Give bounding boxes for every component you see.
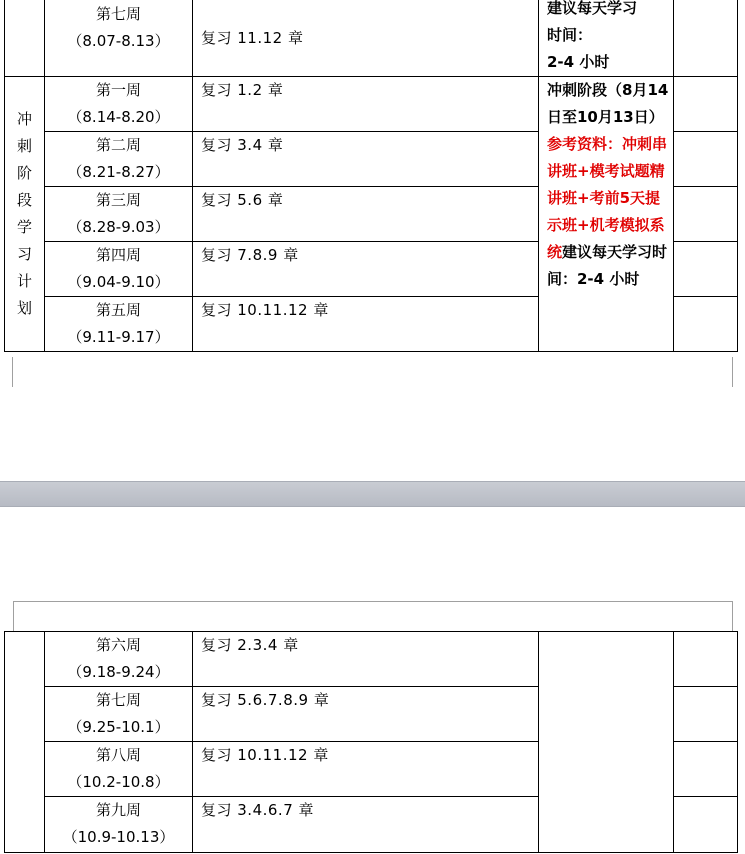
empty-cell[interactable] xyxy=(674,632,738,687)
note-line: 建议每天学习 xyxy=(547,0,638,17)
empty-cell[interactable] xyxy=(674,297,738,352)
chapter-text: 复习 5.6 章 xyxy=(201,191,284,209)
week-label: 第一周 xyxy=(95,81,141,99)
stage-char: 阶 xyxy=(16,164,32,182)
chapter-cell[interactable] xyxy=(193,0,539,77)
note-line: 时间： xyxy=(547,26,593,44)
margin-corner-mark xyxy=(12,357,13,387)
study-plan-table-top xyxy=(4,0,738,352)
week-cell[interactable] xyxy=(45,687,193,742)
chapter-text: 复习 10.11.12 章 xyxy=(201,746,329,764)
empty-cell[interactable] xyxy=(674,132,738,187)
week-range: （10.2-10.8） xyxy=(67,773,170,791)
stage-char: 刺 xyxy=(16,137,32,155)
week-cell[interactable] xyxy=(45,187,193,242)
stage-note-study-time: 建议每天学习时间：2-4 小时 xyxy=(547,243,668,288)
note-line: 2-4 小时 xyxy=(547,53,610,71)
chapter-cell[interactable] xyxy=(193,242,539,297)
week-range: （9.25-10.1） xyxy=(67,718,170,736)
week-cell[interactable] xyxy=(45,797,193,853)
stage-note-materials: 参考资料：冲刺串讲班+模考试题精讲班+考前5天提示班+机考模拟系统 xyxy=(547,135,668,261)
stage-char: 段 xyxy=(16,191,32,209)
stage-note-cell[interactable] xyxy=(539,77,674,352)
empty-cell[interactable] xyxy=(674,242,738,297)
table-row xyxy=(5,0,738,77)
empty-cell[interactable] xyxy=(674,797,738,853)
study-plan-table-bottom xyxy=(4,631,738,853)
stage-char: 学 xyxy=(16,218,32,236)
week-range: （9.11-9.17） xyxy=(67,328,170,346)
week-range: （8.07-8.13） xyxy=(67,32,170,50)
week-label: 第七周 xyxy=(95,5,141,23)
chapter-cell[interactable] xyxy=(193,742,539,797)
stage-label-cell[interactable] xyxy=(5,77,45,352)
empty-cell[interactable] xyxy=(674,77,738,132)
week-label: 第四周 xyxy=(95,246,141,264)
week-range: （9.18-9.24） xyxy=(67,663,170,681)
note-cell[interactable] xyxy=(539,0,674,77)
week-cell[interactable] xyxy=(45,77,193,132)
stage-char: 习 xyxy=(16,245,32,263)
margin-corner-mark xyxy=(732,357,745,387)
week-label: 第八周 xyxy=(95,746,141,764)
week-range: （8.21-8.27） xyxy=(67,163,170,181)
week-cell[interactable] xyxy=(45,632,193,687)
stage-char: 冲 xyxy=(16,110,32,128)
page-separator xyxy=(0,481,745,507)
chapter-cell[interactable] xyxy=(193,77,539,132)
stage-cell[interactable] xyxy=(5,632,45,853)
chapter-cell[interactable] xyxy=(193,297,539,352)
week-range: （9.04-9.10） xyxy=(67,273,170,291)
chapter-text: 复习 3.4 章 xyxy=(201,136,284,154)
stage-char: 划 xyxy=(16,299,32,317)
header-frame xyxy=(13,601,733,631)
empty-cell[interactable] xyxy=(674,687,738,742)
note-cell[interactable] xyxy=(539,632,674,853)
chapter-text: 复习 10.11.12 章 xyxy=(201,301,329,319)
week-range: （8.28-9.03） xyxy=(67,218,170,236)
stage-char: 计 xyxy=(16,272,32,290)
week-label: 第七周 xyxy=(95,691,141,709)
chapter-text: 复习 1.2 章 xyxy=(201,81,284,99)
empty-cell[interactable] xyxy=(674,742,738,797)
week-label: 第六周 xyxy=(95,636,141,654)
week-cell[interactable] xyxy=(45,242,193,297)
week-range: （10.9-10.13） xyxy=(62,828,175,846)
empty-cell[interactable] xyxy=(674,187,738,242)
week-range: （8.14-8.20） xyxy=(67,108,170,126)
chapter-text: 复习 7.8.9 章 xyxy=(201,246,299,264)
week-label: 第二周 xyxy=(95,136,141,154)
table-row xyxy=(5,77,738,132)
chapter-cell[interactable] xyxy=(193,187,539,242)
chapter-cell[interactable] xyxy=(193,687,539,742)
week-label: 第五周 xyxy=(95,301,141,319)
table-row xyxy=(5,632,738,687)
chapter-cell[interactable] xyxy=(193,797,539,853)
week-cell[interactable] xyxy=(45,132,193,187)
chapter-text: 复习 2.3.4 章 xyxy=(201,636,299,654)
chapter-text: 复习 5.6.7.8.9 章 xyxy=(201,691,330,709)
week-cell[interactable] xyxy=(45,742,193,797)
week-cell[interactable] xyxy=(45,297,193,352)
week-cell[interactable] xyxy=(45,0,193,77)
chapter-text: 复习 3.4.6.7 章 xyxy=(201,801,315,819)
chapter-cell[interactable] xyxy=(193,132,539,187)
empty-cell[interactable] xyxy=(674,0,738,77)
chapter-text: 复习 11.12 章 xyxy=(201,29,304,47)
week-label: 第九周 xyxy=(95,801,141,819)
week-label: 第三周 xyxy=(95,191,141,209)
stage-cell[interactable] xyxy=(5,0,45,77)
stage-note-period: 冲刺阶段（8月14日至10月13日） xyxy=(547,81,669,126)
chapter-cell[interactable] xyxy=(193,632,539,687)
